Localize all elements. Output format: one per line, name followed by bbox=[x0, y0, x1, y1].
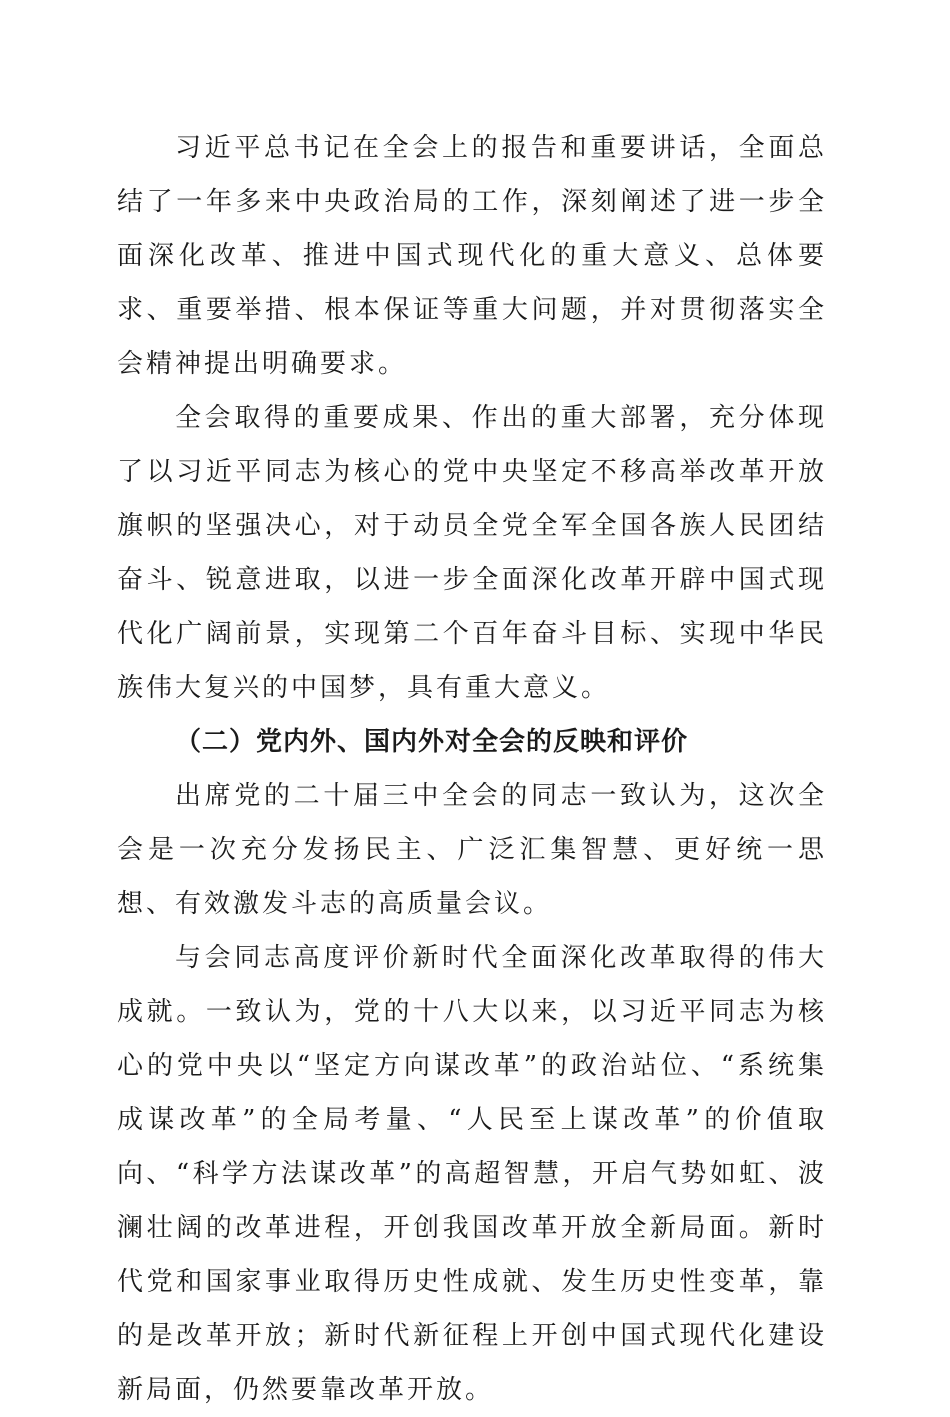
paragraph-consensus: 出席党的二十届三中全会的同志一致认为，这次全会是一次充分发扬民主、广泛汇集智慧、更好统一思想、有效激发斗志的高质量会议。 bbox=[117, 781, 827, 919]
document-body bbox=[117, 121, 827, 1417]
section-heading: （二）党内外、国内外对全会的反映和评价 bbox=[175, 727, 689, 757]
paragraph-summary: 习近平总书记在全会上的报告和重要讲话，全面总结了一年多来中央政治局的工作，深刻阐述了进一步全面深化改革、推进中国式现代化的重大意义、总体要求、重要举措、根本保证等重大问题，并对贯彻落实全会精神提出明确要求。 bbox=[117, 133, 827, 379]
paragraph-significance: 全会取得的重要成果、作出的重大部署，充分体现了以习近平同志为核心的党中央坚定不移高举改革开放旗帜的坚强决心，对于动员全党全军全国各族人民团结奋斗、锐意进取，以进一步全面深化改革开辟中国式现代化广阔前景，实现第二个百年奋斗目标、实现中华民族伟大复兴的中国梦，具有重大意义。 bbox=[117, 403, 827, 703]
paragraph-evaluation: 与会同志高度评价新时代全面深化改革取得的伟大成就。一致认为，党的十八大以来，以习近平同志为核心的党中央以“坚定方向谋改革”的政治站位、“系统集成谋改革”的全局考量、“人民至上谋改革”的价值取向、“科学方法谋改革”的高超智慧，开启气势如虹、波澜壮阔的改革进程，开创我国改革开放全新局面。新时代党和国家事业取得历史性成就、发生历史性变革，靠的是改革开放；新时代新征程上开创中国式现代化建设新局面，仍然要靠改革开放。 bbox=[117, 943, 827, 1405]
